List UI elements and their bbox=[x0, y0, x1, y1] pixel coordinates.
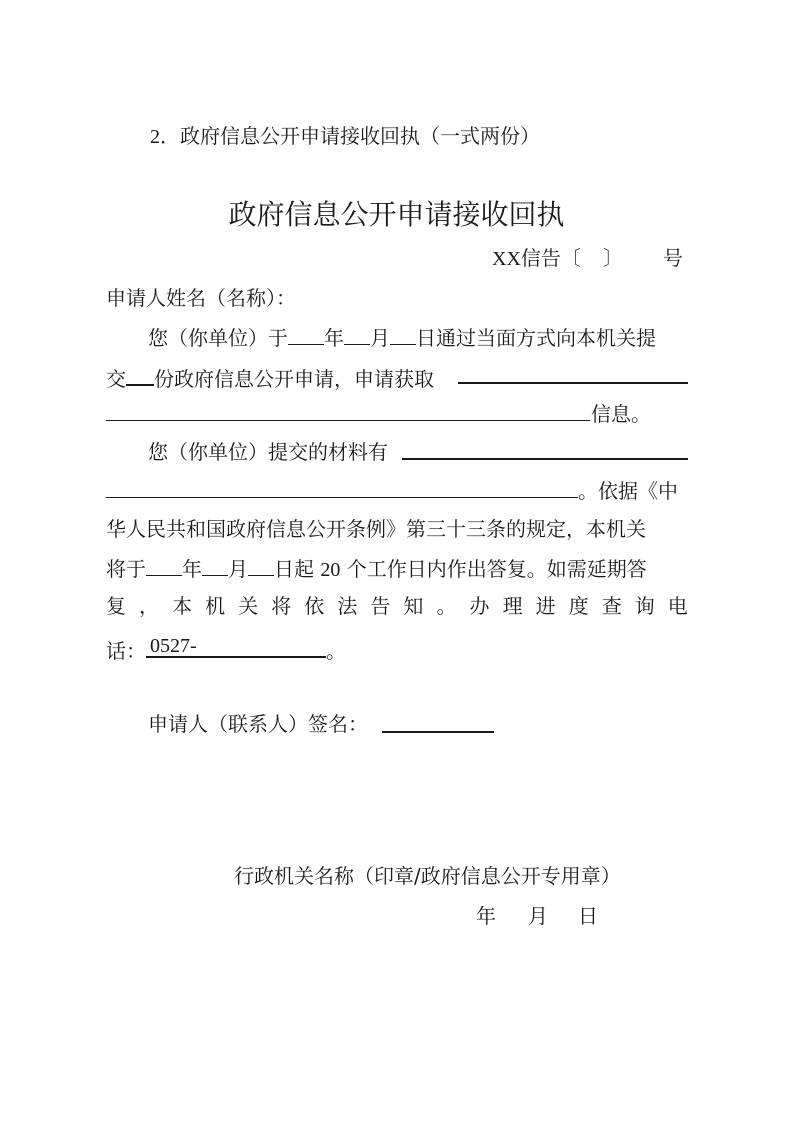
para1-line3-end: 信息。 bbox=[591, 402, 651, 426]
phone-field[interactable] bbox=[146, 634, 326, 658]
para1-line2-mid: 份政府信息公开申请，申请获取 bbox=[154, 367, 434, 391]
document-number bbox=[492, 246, 683, 271]
signature-label: 申请人（联系人）签名： bbox=[148, 712, 368, 736]
para2-line4-day: 日起 bbox=[274, 557, 314, 581]
requested-info-blank-1[interactable] bbox=[458, 382, 688, 384]
para2-line4 bbox=[106, 555, 647, 582]
line5-char: 知 bbox=[403, 594, 424, 618]
year-blank[interactable] bbox=[288, 324, 324, 345]
document-title: 政府信息公开申请接收回执 bbox=[228, 198, 565, 231]
para2-line6 bbox=[106, 634, 346, 663]
para2-line3: 华人民共和国政府信息公开条例》第三十三条的规定，本机关 bbox=[106, 517, 646, 541]
para2-line2-end: 。依据《中 bbox=[578, 479, 678, 503]
signature-blank[interactable] bbox=[382, 731, 494, 733]
para2-line4-month: 月 bbox=[228, 557, 248, 581]
para2-line5 bbox=[106, 594, 688, 618]
reply-day-blank[interactable] bbox=[248, 555, 274, 576]
section-heading-text: 政府信息公开申请接收回执（一式两份） bbox=[180, 124, 540, 148]
line5-char: 本 bbox=[172, 594, 193, 618]
date-year: 年 bbox=[476, 904, 496, 928]
phone-label: 话： bbox=[106, 639, 146, 663]
line5-char: 法 bbox=[337, 594, 358, 618]
para1-day-text: 日通过当面方式向本机关提 bbox=[416, 326, 656, 350]
para1-line1 bbox=[148, 324, 656, 350]
doc-number-suffix: 号 bbox=[662, 246, 683, 270]
line5-char: 理 bbox=[502, 594, 523, 618]
doc-number-close: 〕 bbox=[602, 246, 623, 270]
line5-char: 告 bbox=[370, 594, 391, 618]
para1-month: 月 bbox=[370, 326, 390, 350]
line5-char: 依 bbox=[304, 594, 325, 618]
line5-char: 电 bbox=[667, 594, 688, 618]
para2-start: 您（你单位）提交的材料有 bbox=[148, 440, 388, 464]
doc-number-mid: 信告〔 bbox=[520, 246, 581, 270]
date-line bbox=[476, 904, 598, 928]
applicant-name-label: 申请人姓名（名称）： bbox=[106, 286, 296, 310]
materials-blank-2[interactable] bbox=[106, 497, 578, 498]
line5-char: 。 bbox=[436, 594, 457, 618]
section-heading bbox=[150, 124, 540, 149]
line5-char: 查 bbox=[601, 594, 622, 618]
agency-name: 行政机关名称（印章/政府信息公开专用章） bbox=[234, 864, 621, 888]
phone-prefix: 0527- bbox=[150, 635, 197, 657]
working-days-number: 20 bbox=[320, 559, 341, 581]
line5-char: ， bbox=[139, 594, 160, 618]
line5-char: 办 bbox=[469, 594, 490, 618]
line5-char: 进 bbox=[535, 594, 556, 618]
para2-line4-year: 年 bbox=[182, 557, 202, 581]
para1-year: 年 bbox=[324, 326, 344, 350]
para1-start: 您（你单位）于 bbox=[148, 326, 288, 350]
line5-char: 复 bbox=[106, 594, 126, 618]
line5-char: 机 bbox=[205, 594, 226, 618]
materials-blank-1[interactable] bbox=[402, 458, 688, 460]
line5-char: 关 bbox=[238, 594, 259, 618]
section-number: 2． bbox=[150, 126, 180, 148]
day-blank[interactable] bbox=[390, 324, 416, 345]
line5-char: 度 bbox=[568, 594, 589, 618]
para2-line4-rest: 个工作日内作出答复。如需延期答 bbox=[346, 557, 647, 581]
para2-line4-a: 将于 bbox=[106, 557, 146, 581]
requested-info-blank-2[interactable] bbox=[106, 420, 590, 421]
copies-blank[interactable] bbox=[126, 364, 154, 386]
doc-number-prefix: XX bbox=[492, 248, 521, 270]
line5-char: 询 bbox=[634, 594, 655, 618]
reply-year-blank[interactable] bbox=[146, 555, 182, 576]
para2-line6-end: 。 bbox=[326, 639, 346, 663]
date-day: 日 bbox=[578, 904, 598, 928]
reply-month-blank[interactable] bbox=[202, 555, 228, 576]
line5-char: 将 bbox=[271, 594, 292, 618]
para1-line2-start: 交 bbox=[106, 367, 126, 391]
date-month: 月 bbox=[528, 904, 548, 928]
para1-line2 bbox=[106, 364, 434, 391]
month-blank[interactable] bbox=[344, 324, 370, 345]
